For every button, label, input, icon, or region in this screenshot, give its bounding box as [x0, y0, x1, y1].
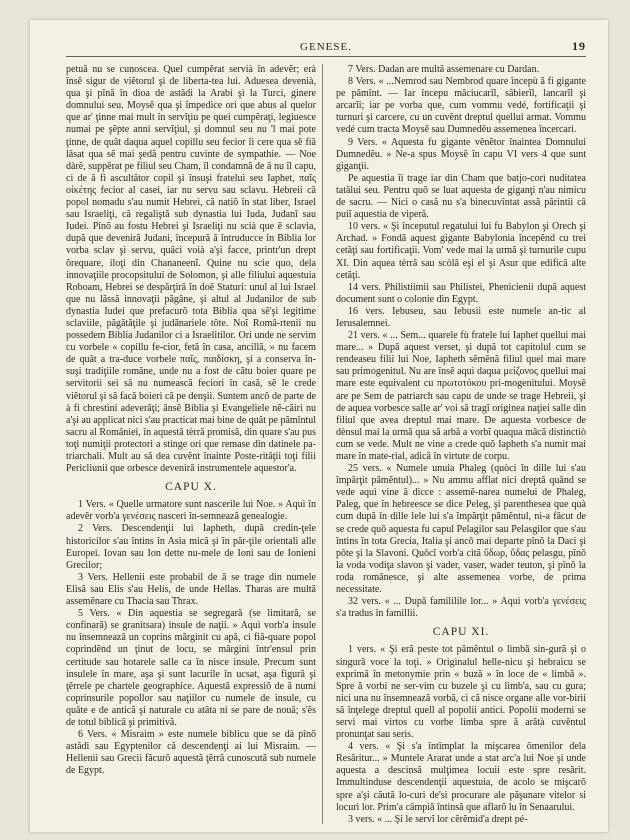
- chapter-heading-x: CAPU X.: [165, 481, 217, 494]
- left-column: [66, 64, 316, 824]
- book-page: [30, 20, 608, 832]
- verse-paragraph: 32 vers. « ... După famililile lor... » Aquì vorb'a γενέσεις s'a tradus în famillii.: [336, 596, 586, 620]
- verse-paragraph: 7 Vers. Dadan are multă assemenare cu Dardan.: [348, 64, 540, 75]
- verse-paragraph: 3 vers. « ... Şi le servĭ lor cĕrĕmid'a drept pé-: [348, 813, 528, 824]
- page-number: 19: [572, 39, 586, 53]
- verse-paragraph: 8 Vers. « ...Nemrod sau Nembrod quare începù ă fi gigante pe pămînt. — Iar începu mâciucarĭl, sâbierĭl, lancarĭl şi arcarĭi; iar pe vorba que, cum vommu vedé, fortificaţii şi turnuri şi carcere, cu un cuvĕnt dreptul quellui armat. Vommu vedé cum tracta Moysĕ sau Dumnedĕu assemenea încercari.: [336, 76, 586, 136]
- verse-paragraph: 5 Vers. « Din aquestia se segregară (se limitară, se confinară) se granitsara) insule de naţii. » Aquì vorb'a insule nu însemnează un coprins mărginit cu apă, ci fiă-quare popol coprindĕnd un ţinut de locu, se mărginì într'ensul prin certitude sau hotarele salle ca în nisce insule. Precum sunt insulele în mare, aşa şi sunt lacurile în ucsat, aşa figură şi ţĕrrele pe chartele geographice. Aquestă expressiŏ de ă numi coprinsurile popollor sau naţiilor cu numele de insule, cu quâte e de antică şi naturale cu atâta ni se pare de nouă; s'ĕs de totul biblică şi primitivă.: [66, 608, 316, 728]
- verse-paragraph: 9 Vers. « Aquesta fu gigante vĕnĕtor înaintea Domnului Dumnedĕu. » Ne-a spus Moysĕ în capu VI vers 4 que sunt giganţii.: [336, 136, 586, 172]
- verse-paragraph: 6 Vers. « Misraim » este numele biblicu que se dà pînŏ astădi sau Egyptenilor că descendenţi ai lui Misraim. — Hellenii sau Grecii făcurŏ aquestă ţĕrră cunoscută sub numele de Egypt.: [66, 729, 316, 777]
- verse-paragraph: 3 Vers. Hellenii este probabil de ă se trage din numele Elisă sau Elis s'au Helis, de unde Hellas. Tharas are multă assemĕnare cu Thacia sau Thrax.: [66, 571, 316, 608]
- verse-paragraph: 21 vers. « ... Sem... quarele fù fratele lui Iaphet quellui mai mare... » După aquest verset, şi după tot capitolul cum se rendeaseu filii lui Noe, Iapheth sĕmĕnă filiul quel mai mare sau primogenitul. Nu are însĕ aquì daqua μείζονος quellui mai mare este equivalent cu πρωτοτόκου pri-mogenitului. Moysĕ are pe Sem de patriarch sau capu de unde se trage Hebreii, şi de aquea vorbesce salle ar' voi să tragĭ originea naţiei salle din filiul que avea dreptul mai mare. De aquesta vorbesce de dènsul mai la urmă qua să arbă a vorbĭ quaqua mâcă distinctiò cum se vede. Mult ne vine a crede quŏ Iapheth s'a numit mai mare în mate-rial, adică în virtute de corpu.: [336, 330, 586, 462]
- paragraph: petuă nu se cunoscea. Quel cumpĕrat servià în adevĕr; erà însĕ sigur de viĕtorul şi de liberta-tea lui. Aduesea devenià, qua şi pînă în dioa de astădi la Arabi şi la Turci, ginere domnului seu. Moysĕ qua şi împedice ori que abus al quelor que ar' ţinne mai mult în servĭţiu pe quei cumpĕraţi, legiuesce numai pe şĕpte anni servĭţiul, şi domnul seu nu 'l mai pote ţinne, de quât daqua aquel copillu seu fecior îi cere qua sĕ fiă lăsat qua sĕ mai şedă pentru cuvinte de sympathie. — Noe dàrĕ, suppĕrat pe filiul seu Cham, îl condamnă de ă nu îl capu, ci de ă fi ascultător copil şi însuşi fratelui seu Iaphet, παῖς οἰκέτης fecior al casei, iar nu servu sau sclavu. Hebreii că popol nomadu s'au numit Hebrei, că natiŏ în stat liber, Israel sau Israeliţi, că regaliştă sub dynastia lui Iuda, Judanĭ sau Iudei. Pînŏ au fostu Hebrei şi Israeliţi nu scià que ĕ sclavia, după que deveniră Judani, începură ă întruducce în Biblia lor vorba sclav şi servu, quâci voià a'şi facce, printr'un drept ŏrequare, iloţi din Chananeenĭ. Quine nu scie quo, dela innovaţiile procopsitului de Solomon, şi alle filiului aquestuia Roboam, Hebrei se despărţiră în doĕ Staturi: unul al lui Israel que nu lăssă innovaţii păgâne, şi altul al Judanilor de sub dynastia Iudei que prefacurŏ tota Biblia qua sĕ'şi legitime sclaviile, păgătăţile şi judănariele tôte. Noĭ Româ-rtenii nu possedem Biblia Judanilor ci a Israelitilor. Ori unde ne servim cu vorbele « copillu fe-cior, fetă în casa, ancillă, » nu facem de quât a tra-duce vorbele παῖς, παιδίσκη, şi a conserva în-suşi tradiţiile romăne, unde nu a fost de cătu boier quare pe servitorii sei să nu numească feciori în casă, sĕ le crede viĕtorul şi să facă boieri că pe denşii. Suntem ancŏ de parte de à fi chrestini adeverăţi; ânsĕ Biblia şi Evangeliele nĕ-căiri nu a'şi au applicat nici s'au practicat mai bine de quât pe pămîntul sacru al Romăniei, în aquestă tèrră promisă, din quare s'au pus toţi numiţii protectori a stinge ori que remase din datinele pa-triarchali. Mult au să dea cuvĕnt înainte Poste-rităţii toţi filii Pericliunii que orbesce deveniră instrumentele aquestor'a.: [66, 64, 316, 475]
- verse-paragraph: 1 vers. « Şi eră peste tot pămĕntul o limbă sin-gură şi o singură voce la toţi. » Originalul helle-nicu şi hebraicu se exprimă în metonymie prin « buză » în loce de « limbă ». Spre ă vorbi ne ser-vim cu buzele şi cu limb'a, sau cu gura; nici una nu însemnează vorbă, ci că nisce organe alle vor-birii să înţelege dreptul quell al popolii antici. Popolii moderni se servi mai virtos cu vorbe limba spre ă arătà cuvĕntul pronunţat sau seris.: [336, 644, 586, 741]
- verse-paragraph: 25 vers. « Numele unuia Phaleg (quòci în dille lui s'au împărţit pămĕntul)... » Nu ammu afflat nici dreptă quând se vede aquì vine ă dicce : assemĕ-narea numelui de Phaleg, Paleg, que în hebreesce se dice Peleg, şi parenthesea que quà cum după în dille lele lui s'a împărţit pămĕntul, ni-a făcut de se crede quŏ aquesta fu capul Pelagilor sau Pelasgilor que s'au întins în tota Grecia, Italia şi ancŏ mai departe pînŏ la Daci şi pôte şi la Slavoni. Quôcĭ vorb'a cită ὕδωρ, ὕδας pelasgu, pînŏ la voda vodiţa slavon şi vader, vaser, wader teuton, şi pînŏ la roda românesce, şi alte assemenea vorbe, de prima necessitate.: [336, 463, 586, 596]
- verse-paragraph: Pe aquestia îi trage iar din Cham que batjo-corì nuditatea tatălui seu. Pentru quŏ se luat aquesta de giganţi n'au nimicu de sacru. — Nici o casă nu s'a binecuvîntat assă părintii câ puiĭ aquestia de viperă.: [336, 172, 586, 221]
- verse-paragraph: 16 vers. Iebuseu, sau Iebusii este numele an-tic al Ierusalemnei.: [336, 305, 586, 329]
- running-head: [66, 38, 586, 57]
- chapter-heading-xi: CAPU XI.: [432, 626, 490, 639]
- running-title: GENESE.: [300, 41, 352, 53]
- verse-paragraph: 14 vers. Philistiimii sau Philistei, Phenicienii după aquest document sunt o colonie din Egypt.: [336, 281, 586, 305]
- verse-paragraph: 4 vers. « Şi s'a întîmplat la mişcarea ômenilor dela Resăritur... » Muntele Ararat unde a stat arc'a lui Noe şi unde aquesta a descinsă mulţimea locuii este spre resărit. Immultinduse descendenţii aquestuia, de acolo se mişcarŏ spre a'şi căută lo-curi de'si procurare ale păşunare vitelor si locuri lor. Prim'a câmpiă întinsă que aflarŏ lu în Senaarului.: [336, 741, 586, 813]
- verse-paragraph: 1 Vers. « Quelle urmatore sunt nascerile lui Noe. » Aquì în adevĕr vorb'a γενέσεις nasceri în-semnează genealogie.: [66, 499, 316, 523]
- verse-paragraph: 10 vers. « Şi începutul regatului lui fu Babylon şi Orech şi Archad. » Fondă aquest gigante Babylonia începĕnd cu trei cetăţi sau fortificaţii. Vom' vede mai la urmă şi turnurile cupu XI. Din aquea tèrră sau scòlă eşi el şi Asur que edifică alte cetăţi.: [336, 221, 586, 281]
- verse-paragraph: 2 Vers. Descendenţii lui Iapheth, după credin-ţele historicilor s'au întins în Asia mică şi în păr-ţile orientali alle Europei. Iovan sau Ion dette nu-mele de Ioni sau de Ionieni Grecilor;: [66, 523, 316, 571]
- right-column: [336, 64, 586, 824]
- column-divider: [322, 64, 323, 824]
